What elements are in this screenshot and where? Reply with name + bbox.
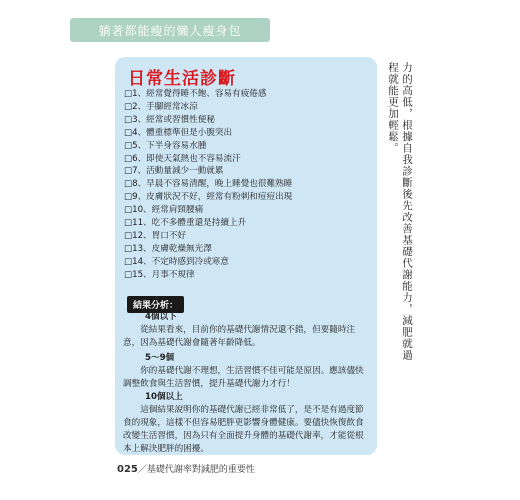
- checklist-item: □11、吃不多體重還是持續上升: [124, 218, 247, 229]
- chapter-title: ／基礎代謝率對減肥的重要性: [137, 465, 255, 475]
- vertical-body-text: 力的高低，根據自我診斷後先改善基礎代謝能力，減肥就過程就能更加輕鬆。: [387, 62, 413, 361]
- result-section-high: [123, 391, 371, 456]
- checklist-item: □10、經常肩頸腰痛: [124, 205, 204, 216]
- panel-title: 日常生活診斷: [128, 69, 236, 89]
- page-footer: [117, 462, 255, 475]
- header-banner: [70, 18, 270, 42]
- checklist-item: □12、胃口不好: [124, 230, 187, 241]
- result-label: 結果分析：: [127, 296, 184, 313]
- checklist-item: □7、活動量減少一動就累: [124, 166, 224, 177]
- result-heading: 5～9個: [145, 353, 175, 363]
- checklist-item: □14、不定時感到冷或寒意: [124, 256, 229, 267]
- diagnosis-panel: [115, 57, 377, 455]
- checklist-item: □4、體重標準但是小腹突出: [124, 127, 233, 138]
- checklist-item: □2、手腳經常冰涼: [124, 101, 198, 112]
- page-number: 025: [117, 464, 138, 475]
- result-body: 這個結果說明你的基礎代謝已經非常低了，是不是有過度節食的現象，這樣不但容易肥胖更影響身體健康。要儘快恢復飲食改變生活習慣，因為只有全面提升身體的基礎代謝率，才能從根本上解決肥胖的困擾。: [123, 405, 364, 454]
- result-body: 從結果看來，目前你的基礎代謝情況還不錯，但要隨時注意，因為基礎代謝會隨著年齡降低。: [123, 325, 356, 348]
- result-section-mid: [123, 352, 371, 391]
- book-title: 躺著都能瘦的懶人瘦身包: [98, 23, 242, 38]
- result-heading: 10個以上: [145, 392, 183, 402]
- checklist-item: □5、下半身容易水腫: [124, 140, 207, 151]
- checklist-item: □3、經常或習慣性便秘: [124, 114, 215, 125]
- result-body: 你的基礎代謝不理想，生活習慣不佳可能是原因。應該儘快調整飲食與生活習慣，提升基礎代謝力才行！: [123, 366, 364, 389]
- result-section-low: [123, 311, 371, 350]
- result-heading: 4個以下: [145, 312, 177, 322]
- checklist-item: □9、皮膚狀況不好，經常有粉刺和痘痘出現: [124, 192, 293, 203]
- checklist-item: □1、經常覺得睡不飽、容易有疲倦感: [124, 89, 267, 99]
- checklist-item: □13、皮膚乾燥無光澤: [124, 243, 212, 254]
- checklist: [124, 88, 292, 282]
- checklist-item: □8、早晨不容易清醒，晚上睡覺也很難熟睡: [124, 179, 293, 190]
- checklist-item: □15、月事不規律: [124, 269, 195, 280]
- checklist-item: □6、即使天氣熱也不容易流汗: [124, 153, 241, 164]
